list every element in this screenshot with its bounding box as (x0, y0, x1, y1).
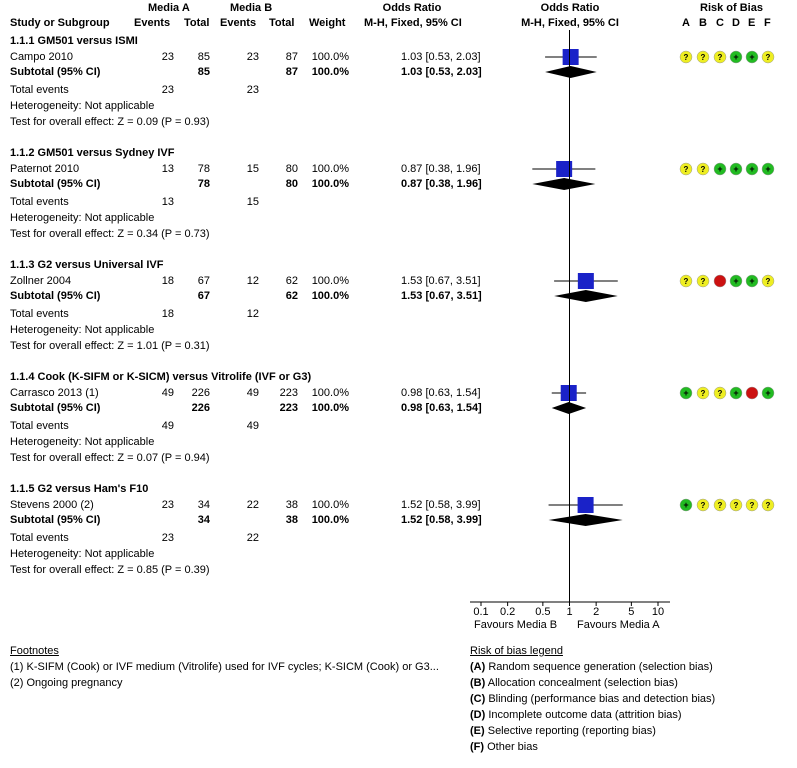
subtotal-diamond (545, 66, 597, 78)
rob-symbol: ? (717, 53, 723, 62)
rob-legend-letter: (F) (470, 741, 485, 753)
total-events-a: 23 (161, 84, 174, 96)
overall-effect: Test for overall effect: Z = 0.85 (P = 0.39) (10, 564, 210, 576)
events-b: 12 (246, 275, 259, 287)
subtotal-diamond (549, 514, 623, 526)
rob-symbol: ? (700, 277, 706, 286)
subtotal-total-a: 226 (191, 402, 210, 414)
total-b: 223 (279, 387, 298, 399)
subtotal-total-a: 67 (197, 290, 210, 302)
rob-symbol: ? (717, 389, 723, 398)
subtotal-ci-text: 0.98 [0.63, 1.54] (401, 402, 482, 414)
subgroup-title: 1.1.5 G2 versus Ham's F10 (10, 483, 149, 495)
ci-text: 0.98 [0.63, 1.54] (401, 387, 481, 399)
ci-text: 1.52 [0.58, 3.99] (401, 499, 481, 511)
total-events-label: Total events (10, 196, 69, 208)
study-square (563, 49, 579, 65)
rob-legend-text: Blinding (performance bias and detection bias) (485, 693, 716, 705)
rob-legend-text: Other bias (484, 741, 538, 753)
rob-legend-text: Incomplete outcome data (attrition bias) (485, 709, 682, 721)
weight: 100.0% (311, 499, 349, 511)
rob-legend-letter: (E) (470, 725, 485, 737)
rob-legend-letter: (A) (470, 661, 486, 673)
rob-symbol: ? (749, 501, 755, 510)
subgroup-title: 1.1.1 GM501 versus ISMI (10, 35, 138, 47)
total-events-a: 13 (161, 196, 174, 208)
rob-symbol: ? (765, 277, 771, 286)
subtotal-label: Subtotal (95% CI) (10, 290, 101, 302)
study-name: Zollner 2004 (10, 275, 72, 287)
or-method-header: M-H, Fixed, 95% CI (364, 17, 462, 29)
events-a: 13 (161, 163, 174, 175)
total-events-b: 49 (246, 420, 259, 432)
events-b: 23 (246, 51, 259, 63)
rob-symbol: ? (765, 501, 771, 510)
overall-effect: Test for overall effect: Z = 0.07 (P = 0.94) (10, 452, 210, 464)
rob-letter-e: E (748, 17, 756, 29)
heterogeneity: Heterogeneity: Not applicable (10, 436, 155, 448)
events-a: 23 (161, 499, 174, 511)
subtotal-label: Subtotal (95% CI) (10, 514, 101, 526)
subtotal-ci-text: 1.52 [0.58, 3.99] (401, 514, 482, 526)
weight: 100.0% (311, 387, 349, 399)
total-a: 78 (197, 163, 210, 175)
footnotes-title: Footnotes (10, 645, 59, 657)
study-col-header: Study or Subgroup (10, 17, 110, 29)
x-tick-label: 5 (628, 606, 635, 618)
ci-text: 1.53 [0.67, 3.51] (401, 275, 481, 287)
total-events-a: 49 (161, 420, 174, 432)
overall-effect: Test for overall effect: Z = 1.01 (P = 0.31) (10, 340, 210, 352)
total-a-header: Total (184, 17, 210, 29)
rob-symbol: ? (717, 501, 723, 510)
events-a: 23 (161, 51, 174, 63)
total-b: 80 (285, 163, 298, 175)
rob-symbol: + (765, 388, 771, 398)
rob-dot (746, 387, 758, 399)
or-title: Odds Ratio (382, 2, 442, 14)
subtotal-label: Subtotal (95% CI) (10, 402, 101, 414)
subtotal-total-a: 78 (197, 178, 210, 190)
ci-text: 0.87 [0.38, 1.96] (401, 163, 481, 175)
subtotal-label: Subtotal (95% CI) (10, 178, 101, 190)
rob-letter-f: F (764, 17, 771, 29)
subtotal-ci-text: 1.53 [0.67, 3.51] (401, 290, 482, 302)
plot-title: Odds Ratio (540, 2, 600, 14)
heterogeneity: Heterogeneity: Not applicable (10, 324, 155, 336)
subtotal-weight: 100.0% (311, 290, 349, 302)
ci-text: 1.03 [0.53, 2.03] (401, 51, 481, 63)
weight: 100.0% (311, 275, 349, 287)
rob-symbol: ? (765, 53, 771, 62)
rob-symbol: ? (683, 53, 689, 62)
study-square (578, 497, 594, 513)
group-a-header: Media A (148, 2, 190, 14)
rob-legend-text: Selective reporting (reporting bias) (484, 725, 656, 737)
rob-symbol: + (749, 276, 755, 286)
total-b: 87 (285, 51, 298, 63)
x-tick-label: 1 (566, 606, 573, 618)
total-events-label: Total events (10, 420, 69, 432)
subtotal-total-b: 80 (285, 178, 298, 190)
heterogeneity: Heterogeneity: Not applicable (10, 548, 155, 560)
total-events-b: 15 (246, 196, 259, 208)
subtotal-diamond (532, 178, 595, 190)
study-square (578, 273, 594, 289)
events-a-header: Events (134, 17, 171, 29)
x-tick-label: 10 (651, 606, 665, 618)
subtotal-total-b: 223 (279, 402, 298, 414)
rob-legend-item (470, 693, 715, 706)
total-events-b: 22 (246, 532, 259, 544)
total-a: 226 (191, 387, 210, 399)
total-events-b: 12 (246, 308, 259, 320)
rob-symbol: + (733, 52, 739, 62)
total-events-b: 23 (246, 84, 259, 96)
subtotal-weight: 100.0% (311, 402, 349, 414)
rob-legend-item (470, 677, 678, 690)
weight-header: Weight (309, 17, 346, 29)
total-b-header: Total (269, 17, 295, 29)
rob-letter-d: D (732, 17, 740, 29)
total-a: 67 (197, 275, 210, 287)
study-name: Stevens 2000 (2) (10, 499, 94, 511)
subtotal-diamond (554, 290, 618, 302)
total-b: 38 (285, 499, 298, 511)
rob-symbol: + (733, 388, 739, 398)
study-name: Campo 2010 (10, 51, 73, 63)
subgroup-title: 1.1.4 Cook (K-SIFM or K-SICM) versus Vitrolife (IVF or G3) (10, 371, 312, 383)
rob-symbol: + (683, 500, 689, 510)
subtotal-weight: 100.0% (311, 514, 349, 526)
rob-symbol: + (717, 164, 723, 174)
rob-legend-item (470, 725, 656, 738)
study-name: Paternot 2010 (10, 163, 80, 175)
x-tick-label: 2 (593, 606, 600, 618)
rob-symbol: + (733, 276, 739, 286)
overall-effect: Test for overall effect: Z = 0.34 (P = 0.73) (10, 228, 210, 240)
total-events-a: 18 (161, 308, 174, 320)
subgroup-title: 1.1.2 GM501 versus Sydney IVF (10, 147, 175, 159)
subtotal-label: Subtotal (95% CI) (10, 66, 101, 78)
rob-dot (714, 275, 726, 287)
subtotal-weight: 100.0% (311, 66, 349, 78)
subtotal-diamond (552, 402, 586, 414)
total-a: 85 (197, 51, 210, 63)
favours-left: Favours Media B (474, 619, 558, 631)
events-b-header: Events (220, 17, 257, 29)
rob-symbol: ? (700, 501, 706, 510)
heterogeneity: Heterogeneity: Not applicable (10, 100, 155, 112)
rob-legend-item (470, 709, 682, 722)
rob-title: Risk of Bias (700, 2, 763, 14)
rob-legend-letter: (C) (470, 693, 486, 705)
x-tick-label: 0.1 (473, 606, 489, 618)
subtotal-ci-text: 1.03 [0.53, 2.03] (401, 66, 482, 78)
rob-legend-letter: (B) (470, 677, 486, 689)
total-events-a: 23 (161, 532, 174, 544)
rob-symbol: ? (683, 277, 689, 286)
favours-right: Favours Media A (577, 619, 660, 631)
x-tick-label: 0.5 (535, 606, 551, 618)
rob-symbol: ? (700, 165, 706, 174)
study-square (561, 385, 577, 401)
subtotal-ci-text: 0.87 [0.38, 1.96] (401, 178, 482, 190)
study-name: Carrasco 2013 (1) (10, 387, 99, 399)
subtotal-total-a: 85 (197, 66, 210, 78)
events-b: 49 (246, 387, 259, 399)
total-events-label: Total events (10, 308, 69, 320)
rob-symbol: ? (683, 165, 689, 174)
subtotal-total-b: 62 (285, 290, 298, 302)
total-b: 62 (285, 275, 298, 287)
rob-legend-text: Random sequence generation (selection bias) (485, 661, 713, 673)
subtotal-weight: 100.0% (311, 178, 349, 190)
total-events-label: Total events (10, 532, 69, 544)
heterogeneity: Heterogeneity: Not applicable (10, 212, 155, 224)
rob-symbol: + (733, 164, 739, 174)
subgroup-title: 1.1.3 G2 versus Universal IVF (10, 259, 164, 271)
rob-letter-b: B (699, 17, 707, 29)
group-b-header: Media B (230, 2, 273, 14)
events-a: 49 (161, 387, 174, 399)
rob-legend-letter: (D) (470, 709, 486, 721)
rob-legend-item (470, 741, 538, 754)
rob-legend-item (470, 661, 713, 674)
subtotal-total-b: 87 (285, 66, 298, 78)
rob-letter-a: A (682, 17, 690, 29)
total-events-label: Total events (10, 84, 69, 96)
x-tick-label: 0.2 (499, 606, 516, 618)
subtotal-total-b: 38 (285, 514, 298, 526)
subtotal-total-a: 34 (197, 514, 210, 526)
rob-symbol: + (765, 164, 771, 174)
rob-symbol: + (749, 164, 755, 174)
rob-legend-text: Allocation concealment (selection bias) (485, 677, 678, 689)
rob-letter-c: C (716, 17, 724, 29)
total-a: 34 (197, 499, 210, 511)
events-b: 22 (246, 499, 259, 511)
footnote-2: (2) Ongoing pregnancy (10, 677, 123, 689)
events-a: 18 (161, 275, 174, 287)
rob-symbol: + (683, 388, 689, 398)
rob-symbol: + (749, 52, 755, 62)
weight: 100.0% (311, 51, 349, 63)
footnote-1: (1) K-SIFM (Cook) or IVF medium (Vitrolife) used for IVF cycles; K-SICM (Cook) or G3... (10, 661, 439, 673)
overall-effect: Test for overall effect: Z = 0.09 (P = 0.93) (10, 116, 210, 128)
rob-symbol: ? (700, 389, 706, 398)
rob-symbol: ? (700, 53, 706, 62)
plot-method-header: M-H, Fixed, 95% CI (521, 17, 619, 29)
events-b: 15 (246, 163, 259, 175)
rob-legend-title: Risk of bias legend (470, 645, 563, 657)
weight: 100.0% (311, 163, 349, 175)
rob-symbol: ? (733, 501, 739, 510)
